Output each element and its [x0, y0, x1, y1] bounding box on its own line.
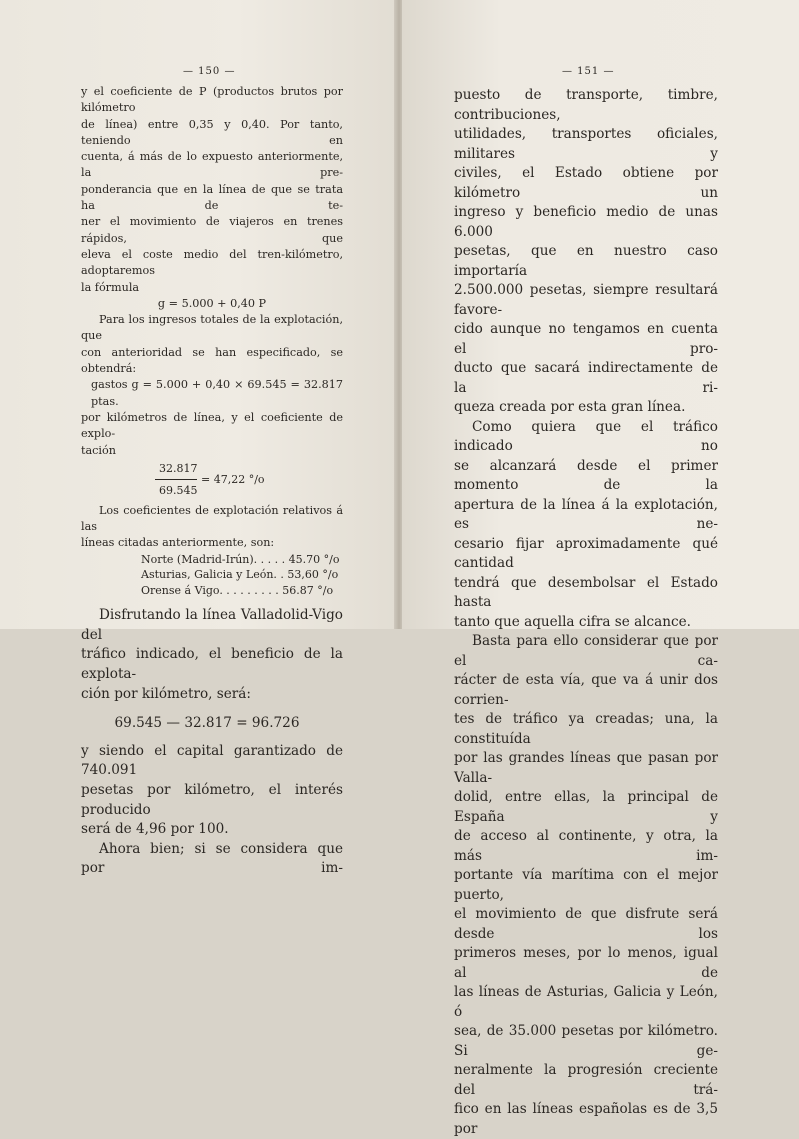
fraction-numerator: 32.817 — [159, 461, 198, 475]
table-row: Norte (Madrid-Irún). . . . . 45.70 °/o — [141, 552, 340, 566]
text-line: Como quiera que el tráfico indicado no — [454, 418, 718, 454]
fraction-bar — [155, 479, 197, 480]
text-line: primeros meses, por lo menos, igual al de — [454, 945, 718, 981]
text-line: de línea) entre 0,35 y 0,40. Por tanto, teniendo en — [81, 117, 343, 147]
text-line: la fórmula — [81, 280, 140, 294]
text-line: el movimiento de que disfrute será desde los — [454, 906, 718, 942]
text-line: tes de tráfico ya creadas; una, la constituída — [454, 711, 718, 747]
text-line: pesetas por kilómetro, el interés producido — [81, 781, 343, 818]
text-line: queza creada por esta gran línea. — [454, 399, 686, 415]
paragraph — [81, 84, 343, 296]
fraction-denominator: 69.545 — [159, 483, 198, 497]
text-line: neralmente la progresión creciente del trá- — [454, 1062, 718, 1098]
text-line: fico en las líneas españolas es de 3,5 por — [454, 1101, 718, 1137]
formula: g = 5.000 + 0,40 P — [157, 296, 267, 310]
fraction-result: = 47,22 °/o — [201, 472, 265, 486]
text-line: ponderancia que en la línea de que se trata ha de te- — [81, 182, 343, 213]
page-number: — 151 — — [562, 66, 615, 77]
text-line: cuenta, á más de lo expuesto anteriormente, la pre- — [81, 150, 343, 180]
text-line: Para los ingresos totales de la explotación, que — [81, 313, 343, 343]
page-number: — 150 — — [183, 66, 236, 77]
text-line: utilidades, transportes oficiales, militares y — [454, 126, 718, 162]
text-line: ingreso y beneficio medio de unas 6.000 — [454, 204, 718, 240]
large-text-block — [81, 606, 343, 879]
text-line: dolid, entre ellas, la principal de España y — [454, 789, 718, 825]
text-line: portante vía marítima con el mejor puerto, — [454, 867, 718, 903]
text-line: las líneas de Asturias, Galicia y León, ó — [454, 984, 718, 1020]
left-page — [0, 0, 396, 877]
text-line: con anterioridad se han especificado, se obtendrá: — [81, 345, 343, 376]
text-line: ner el movimiento de viajeros en trenes rápidos, que — [81, 215, 343, 245]
text-line: 2.500.000 pesetas, siempre resultará favore- — [454, 282, 718, 318]
paragraph — [81, 312, 343, 459]
text-line: ción por kilómetro, será: — [81, 685, 251, 702]
text-line: apertura de la línea á la explotación, es ne- — [454, 496, 718, 532]
text-line: eleva el coste medio del tren-kilómetro, adoptaremos — [81, 247, 343, 278]
text-line: Basta para ello considerar que por el ca- — [454, 633, 718, 669]
text-line: gastos g = 5.000 + 0,40 × 69.545 = 32.817 ptas. — [91, 378, 343, 408]
coefficient-table — [81, 552, 343, 599]
text-line: pesetas, que en nuestro caso importaría — [454, 243, 718, 279]
table-row: Asturias, Galicia y León. . 53,60 °/o — [141, 568, 339, 582]
right-text-block — [454, 86, 718, 1139]
text-line: se alcanzará desde el primer momento de la — [454, 457, 718, 493]
text-line: ducto que sacará indirectamente de la ri- — [454, 360, 718, 396]
table-row: Orense á Vigo. . . . . . . . . 56.87 °/o — [141, 583, 334, 597]
text-line: líneas citadas anteriormente, son: — [81, 536, 275, 550]
right-page — [402, 0, 799, 1137]
text-line: cido aunque no tengamos en cuenta el pro- — [454, 321, 718, 357]
text-line: tación — [81, 443, 116, 457]
paragraph — [454, 632, 718, 1139]
text-line: Disfrutando la línea Valladolid-Vigo del — [81, 607, 343, 643]
text-line: puesto de transporte, timbre, contribuciones, — [454, 87, 718, 123]
paragraph — [454, 418, 718, 633]
text-line: tendrá que desembolsar el Estado hasta — [454, 574, 718, 610]
text-line: cesario fijar aproximadamente qué cantidad — [454, 535, 718, 571]
paragraph — [454, 86, 718, 418]
text-line: tráfico indicado, el beneficio de la explota- — [81, 646, 343, 682]
text-line: sea, de 35.000 pesetas por kilómetro. Si ge- — [454, 1023, 718, 1059]
fraction — [81, 459, 343, 503]
text-line: Ahora bien; si se considera que por im- — [81, 840, 343, 877]
text-line: civiles, el Estado obtiene por kilómetro un — [454, 165, 718, 201]
equation: 69.545 — 32.817 = 96.726 — [114, 715, 300, 732]
text-line: y siendo el capital garantizado de 740.091 — [81, 742, 343, 779]
text-line: tanto que aquella cifra se alcance. — [454, 613, 692, 630]
small-text-block — [81, 84, 343, 598]
text-line: Los coeficientes de explotación relativos á las — [81, 503, 343, 534]
text-line: será de 4,96 por 100. — [81, 821, 229, 838]
text-line: de acceso al continente, y otra, la más im- — [454, 828, 718, 864]
text-line: y el coeficiente de P (productos brutos por kilómetro — [81, 85, 343, 115]
text-line: rácter de esta vía, que va á unir dos corrien- — [454, 672, 718, 708]
text-line: por las grandes líneas que pasan por Valla- — [454, 750, 718, 786]
paragraph — [81, 503, 343, 552]
text-line: por kilómetros de línea, y el coeficiente de explo- — [81, 410, 343, 441]
